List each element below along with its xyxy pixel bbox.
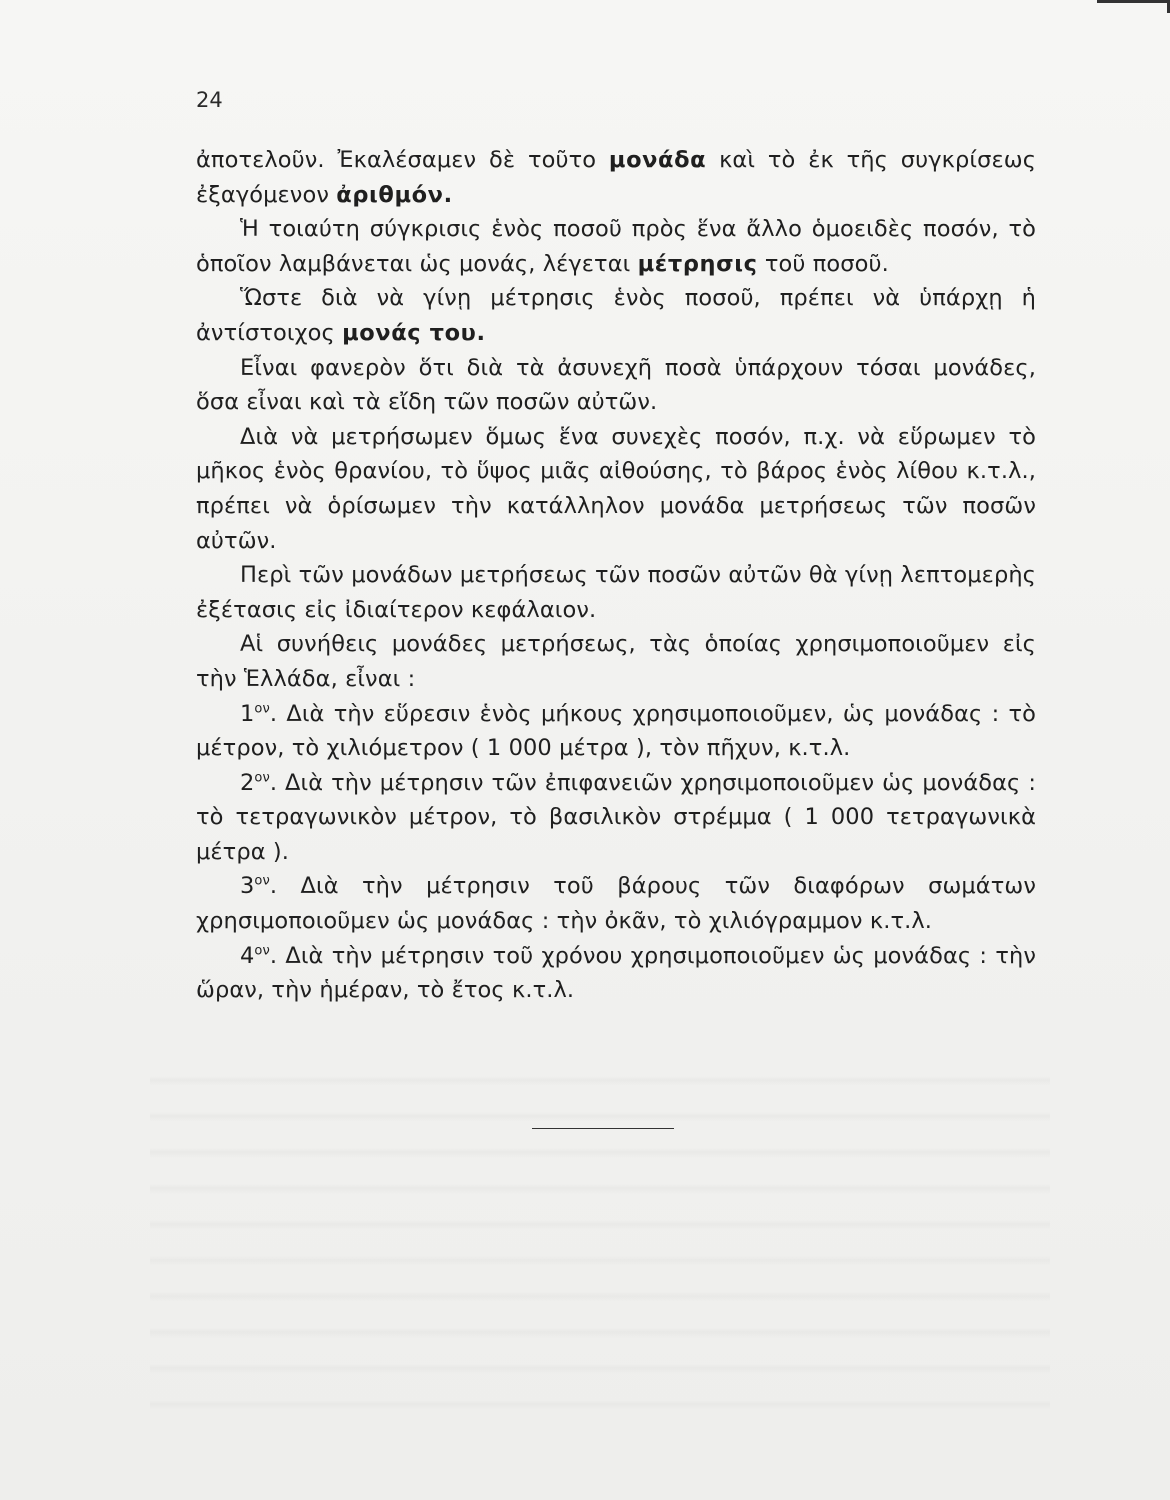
section-end-rule <box>532 1128 674 1129</box>
ordinal-suffix: ον <box>254 943 270 959</box>
paragraph-p4 <box>196 351 1036 420</box>
text-run: 1 <box>240 700 255 727</box>
text-run: . Διὰ τὴν μέτρησιν τῶν ἐπιφανειῶν χρησιμοποιοῦμεν ὡς μονάδας : τὸ τετραγωνικὸν μέτρον, τὸ βασιλικὸν στρέμμα ( 1 000 τετραγωνικὰ μέτρα ). <box>196 769 1036 865</box>
scan-corner-mark <box>1097 0 1170 13</box>
page-number: 24 <box>196 88 223 112</box>
paragraph-p10 <box>196 869 1036 938</box>
ordinal-suffix: ον <box>254 770 270 786</box>
paragraph-p6 <box>196 558 1036 627</box>
bold-term: ἀριθμόν. <box>336 181 453 208</box>
text-run: 3 <box>240 873 255 900</box>
bold-term: μονάς του. <box>342 319 486 346</box>
text-run: . Διὰ τὴν εὕρεσιν ἑνὸς μήκους χρησιμοποιοῦμεν, ὡς μονάδας : τὸ μέτρον, τὸ χιλιόμετρον ( 1 000 μέτρα ), τὸν πῆχυν, κ.τ.λ. <box>196 700 1036 762</box>
text-run: Αἱ συνήθεις μονάδες μετρήσεως, τὰς ὁποίας χρησιμοποιοῦμεν εἰς τὴν Ἑλλάδα, εἶναι : <box>196 631 1036 692</box>
text-run: Εἶναι φανερὸν ὅτι διὰ τὰ ἀσυνεχῆ ποσὰ ὑπάρχουν τόσαι μονάδες, ὅσα εἶναι καὶ τὰ εἴδη τῶν ποσῶν αὐτῶν. <box>196 354 1036 416</box>
text-run: τοῦ ποσοῦ. <box>757 250 889 277</box>
text-run: καὶ τὸ ἐκ τῆς συγκρίσεως ἐξαγόμενον <box>196 147 1037 208</box>
text-run: Περὶ τῶν μονάδων μετρήσεως τῶν ποσῶν αὐτῶν θὰ γίνῃ λεπτομερὴς ἐξέτασις εἰς ἰδιαίτερον κεφάλαιον. <box>196 562 1036 623</box>
paragraph-p1 <box>196 143 1036 212</box>
text-run: . Διὰ τὴν μέτρησιν τοῦ χρόνου χρησιμοποιοῦμεν ὡς μονάδας : τὴν ὥραν, τὴν ἡμέραν, τὸ ἔτος κ.τ.λ. <box>196 942 1036 1004</box>
paragraph-p9 <box>196 766 1036 870</box>
paragraph-p2 <box>196 212 1036 281</box>
text-run: Διὰ νὰ μετρήσωμεν ὅμως ἕνα συνεχὲς ποσόν, π.χ. νὰ εὕρωμεν τὸ μῆκος ἑνὸς θρανίου, τὸ ὕψος μιᾶς αἰθούσης, τὸ βάρος ἑνὸς λίθου κ.τ.λ., πρέπει νὰ ὁρίσωμεν τὴν κατάλληλον μονάδα μετρήσεως τῶν ποσῶν αὐτῶν. <box>196 423 1036 554</box>
bold-term: μέτρησις <box>637 250 758 277</box>
paragraph-p11 <box>196 939 1036 1008</box>
bold-term: μονάδα <box>608 147 707 173</box>
ordinal-suffix: ον <box>254 873 270 889</box>
text-run: Ὥστε διὰ νὰ γίνῃ μέτρησις ἑνὸς ποσοῦ, πρέπει νὰ ὑπάρχῃ ἡ ἀντίστοιχος <box>196 285 1036 346</box>
text-run: Ἡ τοιαύτη σύγκρισις ἑνὸς ποσοῦ πρὸς ἕνα ἄλλο ὁμοειδὲς ποσόν, τὸ ὁποῖον λαμβάνεται ὡς μονάς, λέγεται <box>196 216 1036 277</box>
text-run: 2 <box>240 769 255 796</box>
paragraph-p7 <box>196 627 1036 696</box>
paragraph-p5 <box>196 420 1036 558</box>
paragraph-p8 <box>196 697 1036 766</box>
text-run: 4 <box>240 942 255 969</box>
text-run: . Διὰ τὴν μέτρησιν τοῦ βάρους τῶν διαφόρων σωμάτων χρησιμοποιοῦμεν ὡς μονάδας : τὴν ὀκᾶν, τὸ χιλιόγραμμον κ.τ.λ. <box>196 873 1036 935</box>
show-through-bleed <box>150 1050 1050 1430</box>
text-run: ἀποτελοῦν. Ἐκαλέσαμεν δὲ τοῦτο <box>196 147 609 173</box>
body-text <box>196 143 1036 1008</box>
ordinal-suffix: ον <box>254 701 270 716</box>
paragraph-p3 <box>196 281 1036 350</box>
